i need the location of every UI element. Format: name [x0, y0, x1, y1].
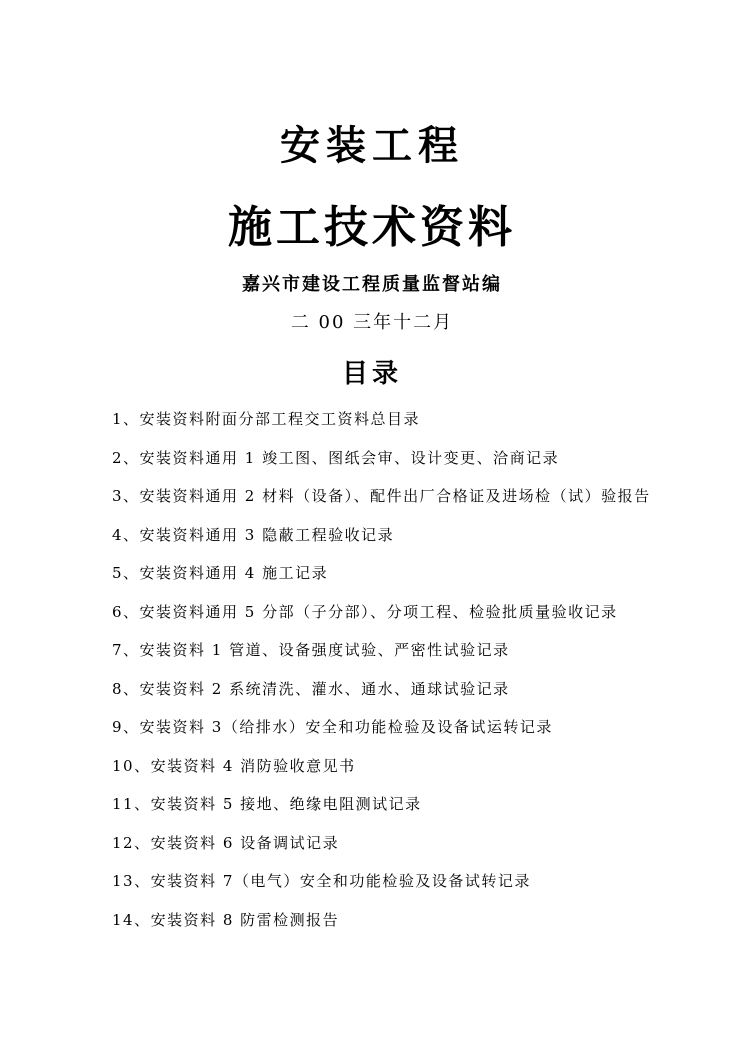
toc-item: 10、安装资料 4 消防验收意见书 [112, 756, 356, 775]
cover-title-line1: 安装工程 [280, 122, 464, 169]
toc-item: 9、安装资料 3（给排水）安全和功能检验及设备试运转记录 [112, 718, 553, 736]
cover-title-line2: 施工技术资料 [228, 202, 516, 253]
toc-item: 6、安装资料通用 5 分部（子分部）、分项工程、检验批质量验收记录 [112, 602, 618, 621]
toc-item: 3、安装资料通用 2 材料（设备）、配件出厂合格证及进场检（试）验报告 [112, 487, 651, 505]
publisher-organization: 嘉兴市建设工程质量监督站编 [242, 274, 502, 295]
toc-item: 11、安装资料 5 接地、绝缘电阻测试记录 [112, 795, 422, 813]
publication-date: 二 00 三年十二月 [290, 312, 454, 333]
toc-item: 8、安装资料 2 系统清洗、灌水、通水、通球试验记录 [112, 679, 510, 698]
table-of-contents [112, 404, 712, 943]
toc-item: 7、安装资料 1 管道、设备强度试验、严密性试验记录 [112, 641, 510, 659]
toc-item: 14、安装资料 8 防雷检测报告 [112, 910, 340, 929]
toc-item: 4、安装资料通用 3 隐蔽工程验收记录 [112, 525, 395, 544]
toc-item: 2、安装资料通用 1 竣工图、图纸会审、设计变更、洽商记录 [112, 448, 560, 467]
toc-item: 5、安装资料通用 4 施工记录 [112, 564, 329, 582]
toc-item: 1、安装资料附面分部工程交工资料总目录 [112, 410, 421, 428]
toc-heading: 目录 [341, 359, 402, 389]
toc-item: 12、安装资料 6 设备调试记录 [112, 833, 340, 852]
toc-item: 13、安装资料 7（电气）安全和功能检验及设备试转记录 [112, 872, 531, 890]
